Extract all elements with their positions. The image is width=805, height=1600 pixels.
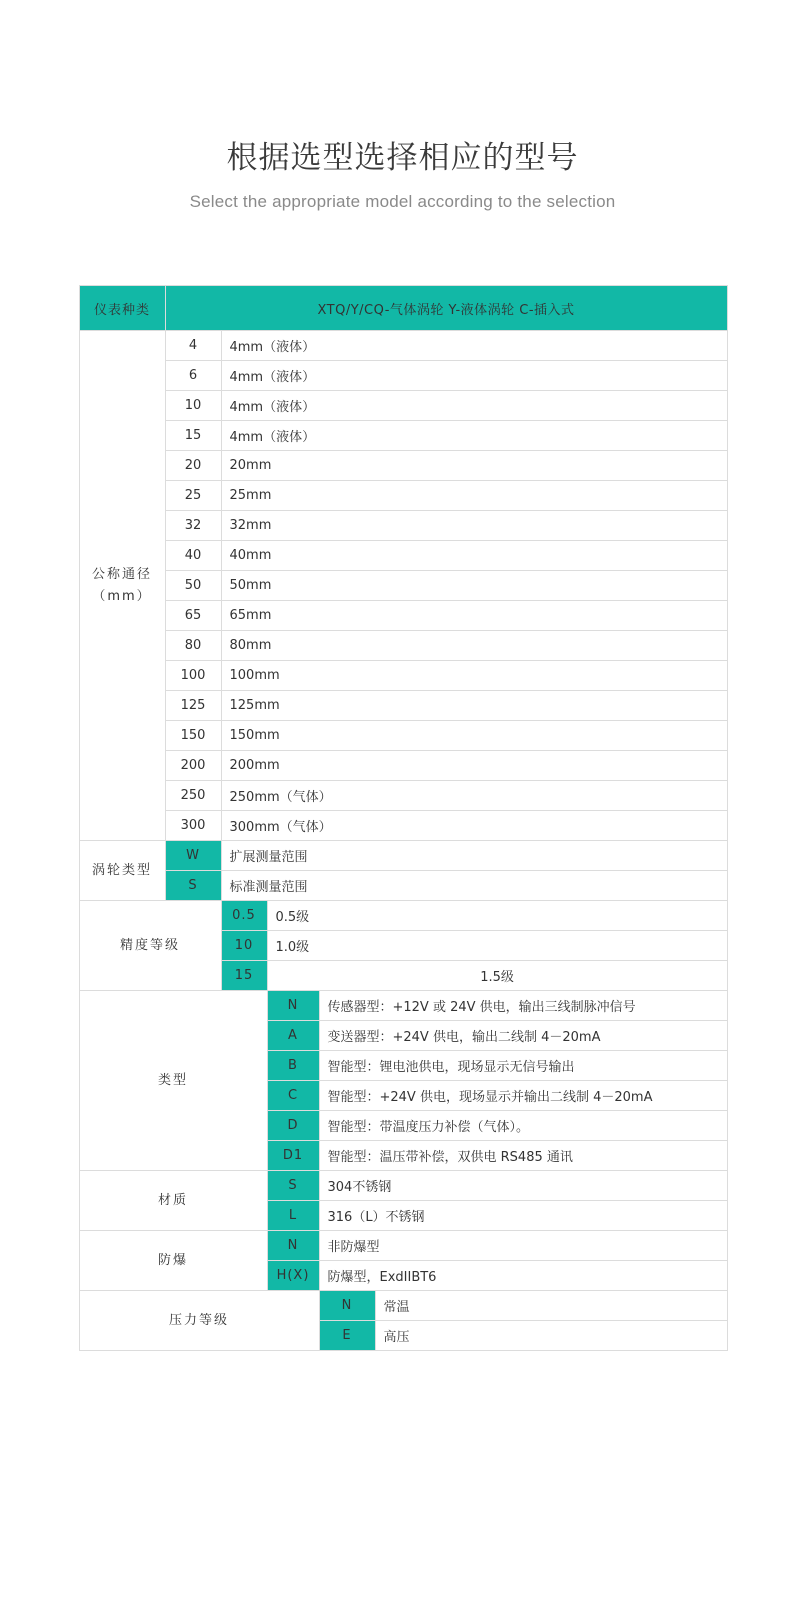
table-row (79, 631, 727, 661)
row-desc: 50mm (221, 571, 727, 601)
row-desc: 智能型：带温度压力补偿（气体）。 (319, 1111, 727, 1141)
section-label-turbine-type: 涡轮类型 (79, 841, 165, 901)
row-desc: 300mm（气体） (221, 811, 727, 841)
row-desc: 智能型：+24V 供电，现场显示并输出二线制 4－20mA (319, 1081, 727, 1111)
section-label-material: 材质 (79, 1171, 267, 1231)
table-row (79, 871, 727, 901)
row-code: W (165, 841, 221, 871)
row-desc: 传感器型：+12V 或 24V 供电，输出三线制脉冲信号 (319, 991, 727, 1021)
table-row (79, 661, 727, 691)
header-label-cell: 仪表种类 (79, 286, 165, 331)
row-desc: 1.0级 (267, 931, 727, 961)
row-code: N (319, 1291, 375, 1321)
row-code: N (267, 1231, 319, 1261)
row-desc: 4mm（液体） (221, 391, 727, 421)
row-code: 300 (165, 811, 221, 841)
row-desc: 智能型：锂电池供电，现场显示无信号输出 (319, 1051, 727, 1081)
row-desc: 304不锈钢 (319, 1171, 727, 1201)
row-code: L (267, 1201, 319, 1231)
row-code: 65 (165, 601, 221, 631)
row-desc: 200mm (221, 751, 727, 781)
spec-table-wrap (79, 285, 727, 1351)
row-code: 10 (221, 931, 267, 961)
table-row (79, 571, 727, 601)
row-code: S (267, 1171, 319, 1201)
row-code: 6 (165, 361, 221, 391)
table-row (79, 511, 727, 541)
row-desc: 变送器型：+24V 供电，输出二线制 4－20mA (319, 1021, 727, 1051)
row-code: 0.5 (221, 901, 267, 931)
row-code: 20 (165, 451, 221, 481)
table-row (79, 601, 727, 631)
row-desc: 标准测量范围 (221, 871, 727, 901)
row-code: N (267, 991, 319, 1021)
row-code: 15 (221, 961, 267, 991)
page-title: 根据选型选择相应的型号 (226, 140, 579, 176)
table-header-row (79, 286, 727, 331)
row-desc: 32mm (221, 511, 727, 541)
row-code: 100 (165, 661, 221, 691)
header-value-cell: XTQ/Y/CQ-气体涡轮 Y-液体涡轮 C-插入式 (165, 286, 727, 331)
row-desc: 125mm (221, 691, 727, 721)
table-row (79, 391, 727, 421)
row-desc: 防爆型，ExdIIBT6 (319, 1261, 727, 1291)
row-code: D (267, 1111, 319, 1141)
table-row (79, 751, 727, 781)
page-header (0, 0, 805, 212)
section-label-type: 类型 (79, 991, 267, 1171)
section-label-nominal-diameter (79, 331, 165, 841)
row-desc: 非防爆型 (319, 1231, 727, 1261)
row-code: 200 (165, 751, 221, 781)
section-label-explosion-proof: 防爆 (79, 1231, 267, 1291)
table-row (79, 1231, 727, 1261)
row-code: 40 (165, 541, 221, 571)
section-label-line1: 公称通径 (91, 566, 152, 582)
row-code: D1 (267, 1141, 319, 1171)
row-code: 250 (165, 781, 221, 811)
table-row (79, 1291, 727, 1321)
table-row (79, 481, 727, 511)
row-desc: 扩展测量范围 (221, 841, 727, 871)
row-code: 32 (165, 511, 221, 541)
table-row (79, 901, 727, 931)
row-desc: 40mm (221, 541, 727, 571)
section-label-pressure-class: 压力等级 (79, 1291, 319, 1351)
table-row (79, 361, 727, 391)
section-label-accuracy-class: 精度等级 (79, 901, 221, 991)
table-row (79, 541, 727, 571)
row-desc: 4mm（液体） (221, 421, 727, 451)
row-code: B (267, 1051, 319, 1081)
row-desc: 25mm (221, 481, 727, 511)
row-desc: 20mm (221, 451, 727, 481)
row-desc: 高压 (375, 1321, 727, 1351)
row-desc: 150mm (221, 721, 727, 751)
row-desc: 316（L）不锈钢 (319, 1201, 727, 1231)
table-row (79, 841, 727, 871)
row-desc: 4mm（液体） (221, 361, 727, 391)
row-code: E (319, 1321, 375, 1351)
row-desc: 4mm（液体） (221, 331, 727, 361)
row-code: C (267, 1081, 319, 1111)
table-row (79, 691, 727, 721)
row-code: H(X) (267, 1261, 319, 1291)
row-desc: 智能型：温压带补偿，双供电 RS485 通讯 (319, 1141, 727, 1171)
row-code: 80 (165, 631, 221, 661)
table-row (79, 1171, 727, 1201)
table-row (79, 781, 727, 811)
row-desc: 常温 (375, 1291, 727, 1321)
table-row (79, 331, 727, 361)
row-code: 125 (165, 691, 221, 721)
row-desc: 100mm (221, 661, 727, 691)
row-code: 15 (165, 421, 221, 451)
table-row (79, 721, 727, 751)
row-desc: 80mm (221, 631, 727, 661)
row-code: 25 (165, 481, 221, 511)
table-row (79, 991, 727, 1021)
table-row (79, 451, 727, 481)
row-code: 50 (165, 571, 221, 601)
row-desc: 250mm（气体） (221, 781, 727, 811)
row-code: 4 (165, 331, 221, 361)
section-label-line2: （mm） (92, 588, 152, 604)
row-code: 10 (165, 391, 221, 421)
row-desc: 65mm (221, 601, 727, 631)
table-row (79, 811, 727, 841)
table-row (79, 421, 727, 451)
row-code: S (165, 871, 221, 901)
row-code: A (267, 1021, 319, 1051)
row-desc: 1.5级 (267, 961, 727, 991)
row-desc: 0.5级 (267, 901, 727, 931)
row-code: 150 (165, 721, 221, 751)
model-selection-table (79, 285, 728, 1351)
page-subtitle: Select the appropriate model according to the selection (189, 192, 616, 211)
